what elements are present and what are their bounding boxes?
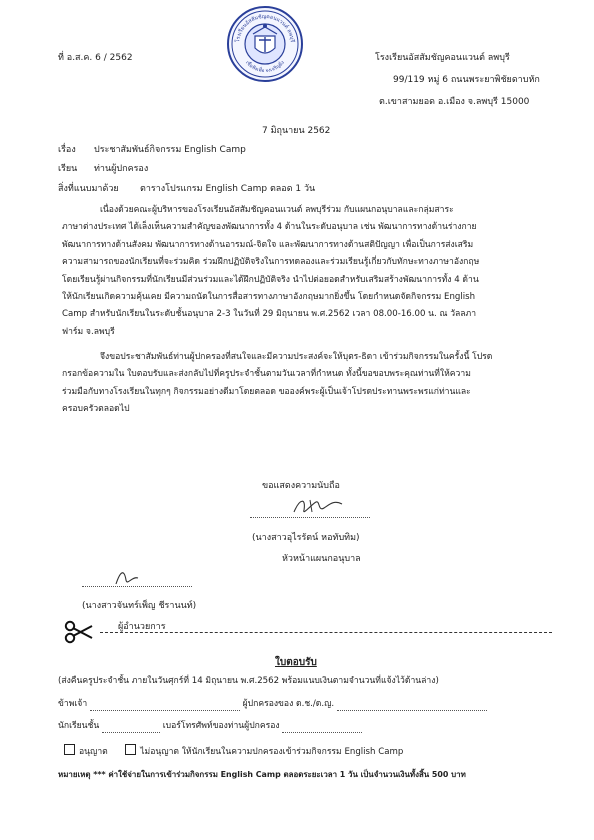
deny-checkbox[interactable] <box>125 744 136 755</box>
signer-2-name: (นางสาวจันทร์เพ็ญ ชีรานนท์) <box>82 601 197 611</box>
enclosure-label: สิ่งที่แนบมาด้วย <box>58 184 119 194</box>
address-line-2: ต.เขาสามยอด อ.เมือง จ.ลพบุรี 15000 <box>379 97 530 107</box>
deny-label: ไม่อนุญาต ให้นักเรียนในความปกครองเข้าร่วมกิจกรรม English Camp <box>140 747 404 757</box>
paragraph-line: ครอบครัวตลอดไป <box>62 404 130 415</box>
phone-label: เบอร์โทรศัพท์ของท่านผู้ปกครอง <box>162 721 280 731</box>
subject-label: เรื่อง <box>58 145 76 155</box>
document-number: ที่ อ.ส.ค. 6 / 2562 <box>58 53 133 63</box>
body-paragraph-2 <box>62 349 562 419</box>
student-name-field[interactable] <box>337 700 487 711</box>
signature-line-2 <box>82 586 192 587</box>
signature-2-icon <box>112 566 142 588</box>
signer-2-position: ผู้อำนวยการ <box>118 622 166 632</box>
subject-text: ประชาสัมพันธ์กิจกรรม English Camp <box>94 145 246 155</box>
paragraph-line: เนื่องด้วยคณะผู้บริหารของโรงเรียนอัสสัมชัญคอนแวนต์ ลพบุรีร่วม กับแผนกอนุบาลและกลุ่มสาระ <box>100 205 454 215</box>
recipient-label: เรียน <box>58 164 78 174</box>
signature-1-icon <box>290 494 350 518</box>
parent-label: ข้าพเจ้า <box>58 699 88 709</box>
paragraph-line: ให้นักเรียนเกิดความคุ้นเคย มีความถนัดในการสื่อสารทางภาษาอังกฤษมากยิ่งขึ้น โดยกำหนดจัดกิจกรรม English <box>62 292 476 303</box>
phone-field[interactable] <box>282 722 362 733</box>
reply-consent-row <box>64 744 403 759</box>
paragraph-line: ความสามารถของนักเรียนที่จะร่วมคิด ร่วมฝึกปฏิบัติจริงในการทดลองและร่วมเรียนรู้เกี่ยวกับทักษะทางภาษาอังกฤษ <box>62 257 480 268</box>
paragraph-line: พัฒนาการทางด้านสังคม พัฒนาการทางด้านอารมณ์-จิตใจ และพัฒนาการทางด้านสติปัญญา เพื่อเป็นการส่งเสริม <box>62 239 474 250</box>
paragraph-line: Camp สำหรับนักเรียนในระดับชั้นอนุบาล 2-3 ในวันที่ 29 มิถุนายน พ.ศ.2562 เวลา 08.00-16.00 น. ณ วัลลภา <box>62 309 477 320</box>
reply-note: หมายเหตุ *** ค่าใช้จ่ายในการเข้าร่วมกิจกรรม English Camp ตลอดระยะเวลา 1 วัน เป็นจำนวนเงินทั้งสิ้น 500 บาท <box>58 770 466 779</box>
recipient-text: ท่านผู้ปกครอง <box>94 164 149 174</box>
paragraph-line: ร่วมมือกับทางโรงเรียนในทุกๆ กิจกรรมอย่างดีมาโดยตลอด ขอองค์พระผู้เป็นเจ้าโปรดประทานพระพรแก่ท่านและ <box>62 386 471 397</box>
reply-class-row <box>58 720 548 733</box>
parent-name-field[interactable] <box>90 700 240 711</box>
body-paragraph-1 <box>62 202 562 341</box>
paragraph-line: ภาษาต่างประเทศ ได้เล็งเห็นความสำคัญของพัฒนาการทั้ง 4 ด้านในระดับอนุบาล เช่น พัฒนาการทางด้านร่างกาย <box>62 222 477 233</box>
class-label: นักเรียนชั้น <box>58 721 100 731</box>
paragraph-line: กรอกข้อความใน ใบตอบรับและส่งกลับไปที่ครูประจำชั้นตามวันเวลาที่กำหนด ทั้งนี้ขอขอบพระคุณท่านที่ให้ความ <box>62 369 471 380</box>
reply-instruction: (ส่งคืนครูประจำชั้น ภายในวันศุกร์ที่ 14 มิถุนายน พ.ศ.2562 พร้อมแนบเงินตามจำนวนที่แจ้งไว้ด้านล่าง) <box>58 676 439 686</box>
parent-suffix: ผู้ปกครองของ ด.ช./ด.ญ. <box>242 699 335 709</box>
allow-checkbox[interactable] <box>64 744 75 755</box>
signer-1-position: หัวหน้าแผนกอนุบาล <box>282 554 361 564</box>
paragraph-line: โดยเรียนรู้ผ่านกิจกรรมที่นักเรียนมีส่วนร่วมและได้ฝึกปฏิบัติจริง นำไปต่อยอดสำหรับเสริมสร้างพัฒนาการทั้ง 4 ด้าน <box>62 274 479 285</box>
paragraph-line: ฟาร์ม จ.ลพบุรี <box>62 326 115 337</box>
address-line-1: 99/119 หมู่ 6 ถนนพระยาพิชัยดาบหัก <box>393 75 540 85</box>
seal-motto: เชื่อฟังเพื่อ จงเจริญยิ่ง <box>244 60 286 75</box>
signer-1-name: (นางสาวอุไรรัตน์ หอทับทิม) <box>252 533 360 543</box>
paragraph-line: จึงขอประชาสัมพันธ์ท่านผู้ปกครองที่สนใจและมีความประสงค์จะให้บุตร-ธิดา เข้าร่วมกิจกรรมในครั้งนี้ โปรด <box>100 352 493 362</box>
school-name: โรงเรียนอัสสัมชัญคอนแวนต์ ลพบุรี <box>375 53 510 63</box>
class-field[interactable] <box>102 722 160 733</box>
allow-label: อนุญาต <box>79 747 108 757</box>
seal-ring-text: โรงเรียนอัสสัมชัญคอนแวนต์ ลพบุรี <box>235 13 295 43</box>
cut-line <box>100 632 552 633</box>
reply-parent-row <box>58 698 548 711</box>
letter-date: 7 มิถุนายน 2562 <box>262 126 331 136</box>
closing-text: ขอแสดงความนับถือ <box>262 481 340 491</box>
reply-title: ใบตอบรับ <box>275 657 317 668</box>
enclosure-text: ตารางโปรแกรม English Camp ตลอด 1 วัน <box>140 184 316 194</box>
signature-line-1 <box>250 517 370 518</box>
school-seal-icon <box>229 8 301 80</box>
scissors-icon <box>64 620 94 644</box>
school-seal <box>227 6 303 82</box>
